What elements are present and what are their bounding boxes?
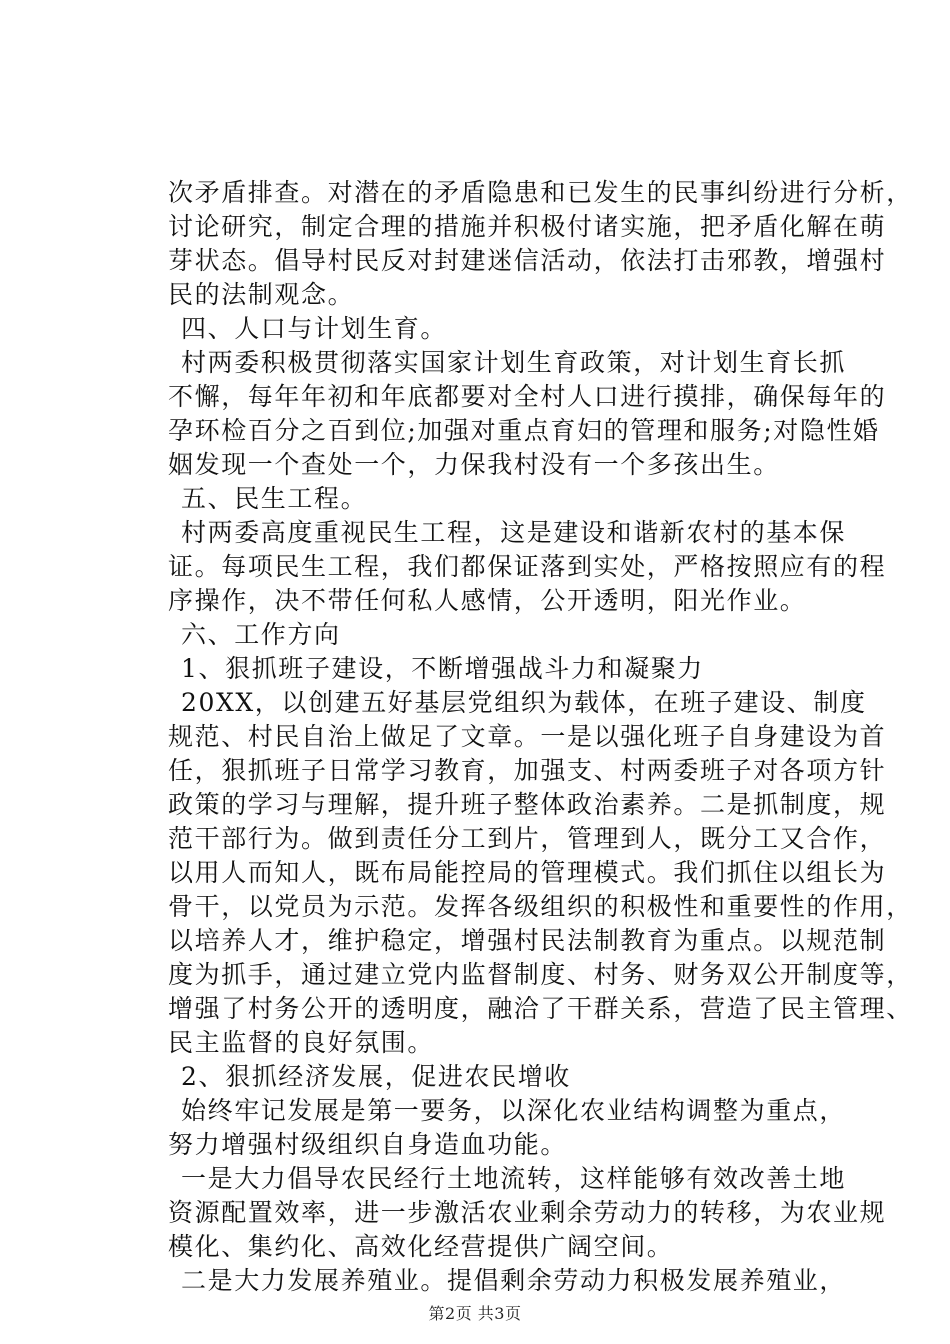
text-line: 芽状态。倡导村民反对封建迷信活动，依法打击邪教，增强村 — [168, 246, 887, 275]
text-line: 政策的学习与理解，提升班子整体政治素养。二是抓制度，规 — [168, 790, 887, 819]
section-heading: 六、工作方向 — [181, 620, 341, 649]
text-line: 一是大力倡导农民经行土地流转，这样能够有效改善土地 — [181, 1164, 847, 1193]
text-line: 不懈，每年年初和年底都要对全村人口进行摸排，确保每年的 — [168, 382, 887, 411]
text-line: 以用人而知人，既布局能控局的管理模式。我们抓住以组长为 — [168, 858, 887, 887]
page-footer — [0, 1304, 950, 1324]
text-line: 民主监督的良好氛围。 — [168, 1028, 435, 1057]
section-heading: 四、人口与计划生育。 — [181, 314, 448, 343]
text-line: 二是大力发展养殖业。提倡剩余劳动力积极发展养殖业， — [181, 1266, 847, 1295]
text-line: 资源配置效率，进一步激活农业剩余劳动力的转移，为农业规 — [168, 1198, 887, 1227]
text-line: 任，狠抓班子日常学习教育，加强支、村两委班子对各项方针 — [168, 756, 887, 785]
text-line: 孕环检百分之百到位;加强对重点育妇的管理和服务;对隐性婚 — [168, 416, 880, 445]
section-heading: 五、民生工程。 — [181, 484, 368, 513]
text-line: 讨论研究，制定合理的措施并积极付诸实施，把矛盾化解在萌 — [168, 212, 887, 241]
text-line: 增强了村务公开的透明度，融洽了干群关系，营造了民主管理、 — [168, 994, 913, 1023]
text-line: 村两委积极贯彻落实国家计划生育政策，对计划生育长抓 — [181, 348, 847, 377]
text-line: 始终牢记发展是第一要务，以深化农业结构调整为重点， — [181, 1096, 847, 1125]
text-line: 度为抓手，通过建立党内监督制度、村务、财务双公开制度等， — [168, 960, 913, 989]
text-line: 骨干，以党员为示范。发挥各级组织的积极性和重要性的作用， — [168, 892, 913, 921]
text-line: 次矛盾排查。对潜在的矛盾隐患和已发生的民事纠纷进行分析， — [168, 178, 913, 207]
subsection-heading: 1、狠抓班子建设，不断增强战斗力和凝聚力 — [181, 654, 704, 683]
text-line: 范干部行为。做到责任分工到片，管理到人，既分工又合作， — [168, 824, 887, 853]
text-line: 村两委高度重视民生工程，这是建设和谐新农村的基本保 — [181, 518, 847, 547]
text-line: 民的法制观念。 — [168, 280, 355, 309]
page-number-label: 第2页 共3页 — [428, 1304, 522, 1323]
text-line: 以培养人才，维护稳定，增强村民法制教育为重点。以规范制 — [168, 926, 887, 955]
text-line: 20XX，以创建五好基层党组织为载体，在班子建设、制度 — [181, 688, 867, 717]
subsection-heading: 2、狠抓经济发展，促进农民增收 — [181, 1062, 571, 1091]
text-line: 规范、村民自治上做足了文章。一是以强化班子自身建设为首 — [168, 722, 887, 751]
text-line: 模化、集约化、高效化经营提供广阔空间。 — [168, 1232, 674, 1261]
text-line: 努力增强村级组织自身造血功能。 — [168, 1130, 568, 1159]
text-line: 证。每项民生工程，我们都保证落到实处，严格按照应有的程 — [168, 552, 887, 581]
text-line: 序操作，决不带任何私人感情，公开透明，阳光作业。 — [168, 586, 807, 615]
text-line: 姻发现一个查处一个，力保我村没有一个多孩出生。 — [168, 450, 780, 479]
